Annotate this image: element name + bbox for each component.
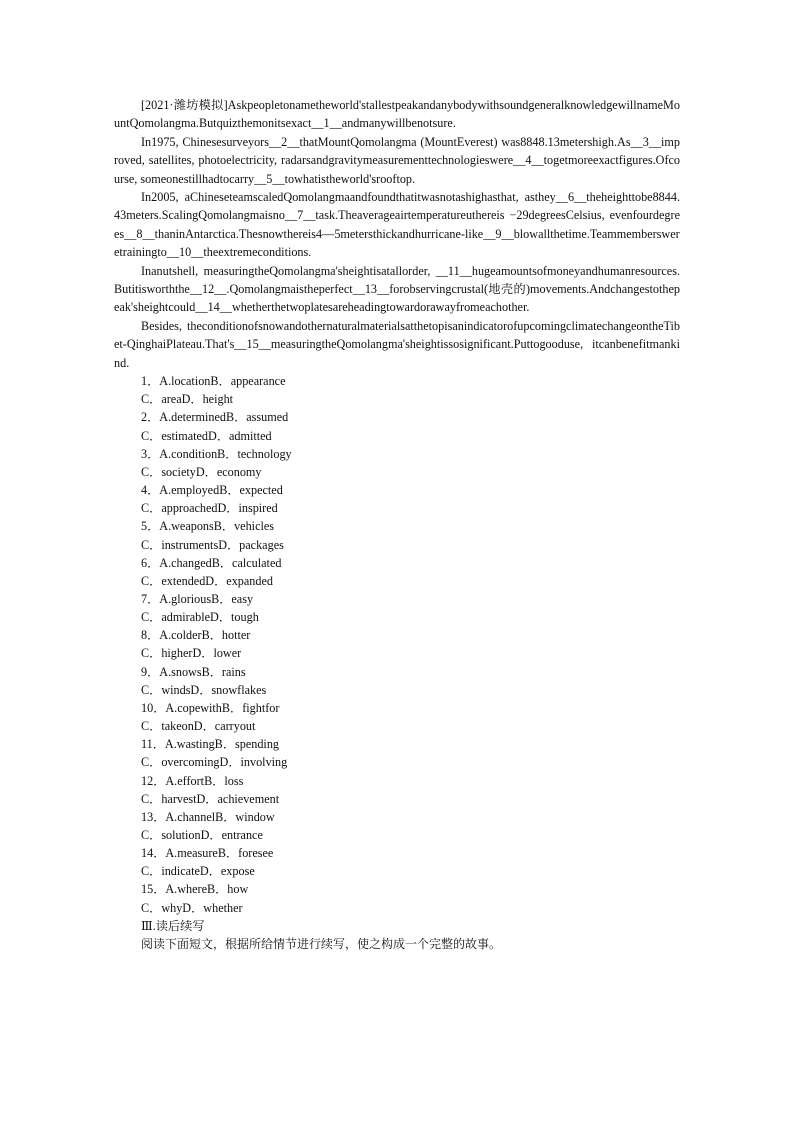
passage-paragraph-3: In2005, aChineseteamscaledQomolangmaandfoundthatitwasnotashighasthat, asthey__6__theheighttobe8844.43meters.ScalingQomolangmaisno__7__task.Theaverageairtemperatureuthereis −29degreesCelsius, evenfourdegrees__8__thaninAntarctica.Thesnowthereis4—5metersthickandhurricane-like__9__blowallthetime.Teammembersweretrainingto__10__theextremeconditions. bbox=[114, 190, 680, 260]
option-line: C．societyD．economy bbox=[141, 464, 262, 479]
option-line: C．windsD．snowflakes bbox=[141, 682, 267, 697]
passage-paragraph-5: Besides, theconditionofsnowandothernaturalmaterialsatthetopisanindicatorofupcomingclimatechangeontheTibet-QinghaiPlateau.That's__15__measuringtheQomolangma'sheightissosignificant.Puttogooduse, itcanbenefitmankind. bbox=[114, 318, 680, 370]
section-title: Ⅲ.读后续写 bbox=[141, 918, 205, 933]
option-line: 4．A.employedB．expected bbox=[141, 483, 283, 498]
document-page bbox=[114, 96, 680, 954]
option-line: C．areaD．height bbox=[141, 392, 234, 407]
option-line: C．higherD．lower bbox=[141, 646, 242, 661]
option-line: C．instrumentsD．packages bbox=[141, 537, 284, 552]
option-line: C．solutionD．entrance bbox=[141, 828, 263, 842]
option-line: C．harvestD．achievement bbox=[141, 791, 280, 806]
option-line: 14．A.measureB．foresee bbox=[141, 846, 274, 861]
option-line: C．indicateD．expose bbox=[141, 864, 255, 879]
passage-paragraph-2: In1975, Chinesesurveyors__2__thatMountQomolangma (MountEverest) was8848.13metershigh.As__3__improved, satellites, photoelectricity, radarsandgravitymeasurementtechnologieswere__4__togetmoreexactfigures.Ofcourse, someonestillhadtocarry__5__towhatistheworld'srooftop. bbox=[114, 134, 680, 186]
option-line: C．admirableD．tough bbox=[141, 610, 259, 625]
passage-paragraph-1: [2021·潍坊模拟]Askpeopletonametheworld'stallestpeakandanybodywithsoundgeneralknowledgewillnameMountQomolangma.Butquizthemonitsexact__1__andmanywillbenotsure. bbox=[114, 98, 680, 131]
option-line: C．approachedD．inspired bbox=[141, 501, 278, 516]
option-line: 11．A.wastingB．spending bbox=[141, 737, 280, 752]
option-line: C．whyD．whether bbox=[141, 900, 243, 915]
option-line: 2．A.determinedB．assumed bbox=[141, 410, 289, 425]
option-line: 15．A.whereB．how bbox=[141, 882, 249, 897]
option-line: C．overcomingD．involving bbox=[141, 755, 288, 770]
option-line: 8．A.colderB．hotter bbox=[141, 628, 251, 643]
option-line: 5．A.weaponsB．vehicles bbox=[141, 519, 275, 534]
option-line: 13．A.channelB．window bbox=[141, 809, 275, 824]
option-line: 9．A.snowsB．rains bbox=[141, 664, 246, 679]
passage-paragraph-4: Inanutshell, measuringtheQomolangma'sheightisatallorder, __11__hugeamountsofmoneyandhumanresources.Butitisworththe__12__.Qomolangmaistheperfect__13__forobservingcrustal(地壳的)movements.Andchangestothepeak'sheightcould__14__whetherthetwoplatesareheadingtowardorawayfromeachother. bbox=[114, 263, 680, 315]
option-line: 10．A.copewithB．fightfor bbox=[141, 700, 280, 715]
option-line: 6．A.changedB．calculated bbox=[141, 555, 282, 570]
option-line: 3．A.conditionB．technology bbox=[141, 446, 292, 461]
option-line: 1．A.locationB．appearance bbox=[141, 374, 286, 389]
answer-options bbox=[114, 372, 680, 917]
option-line: C．takeonD．carryout bbox=[141, 719, 256, 734]
option-line: 7．A.gloriousB．easy bbox=[141, 591, 254, 606]
option-line: C．extendedD．expanded bbox=[141, 573, 273, 588]
option-line: C．estimatedD．admitted bbox=[141, 428, 272, 443]
option-line: 12．A.effortB．loss bbox=[141, 773, 244, 788]
section-instruction: 阅读下面短文，根据所给情节进行续写，使之构成一个完整的故事。 bbox=[141, 937, 502, 952]
